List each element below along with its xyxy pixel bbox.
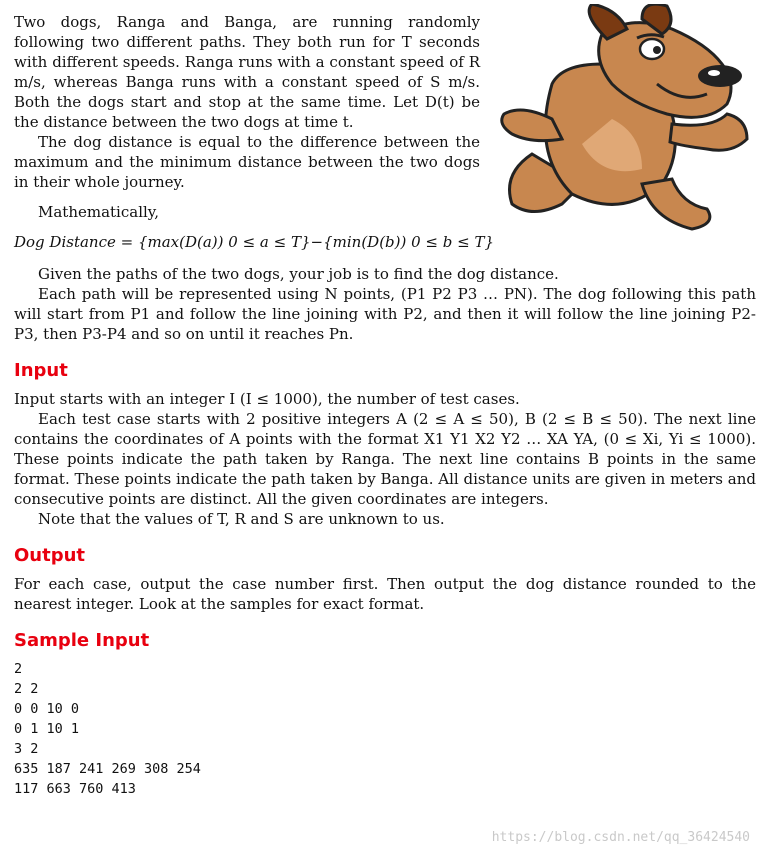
intro-paragraph-3: Mathematically, <box>38 203 160 221</box>
sample-input-block <box>14 659 756 799</box>
dog-distance-equation: Dog Distance = {max(D(a)) 0 ≤ a ≤ T}−{min(D(b)) 0 ≤ b ≤ T} <box>14 233 495 251</box>
blog-watermark: https://blog.csdn.net/qq_36424540 <box>491 830 750 845</box>
sample-line: 2 <box>14 661 23 677</box>
sample-input-heading: Sample Input <box>14 630 150 651</box>
output-paragraph-1: For each case, output the case number first. Then output the dog distance rounded to the nearest integer. Look at the samples for exact format. <box>14 575 756 613</box>
sample-line: 3 2 <box>14 741 39 757</box>
sample-line: 635 187 241 269 308 254 <box>14 761 201 777</box>
intro-paragraph-1: Two dogs, Ranga and Banga, are running randomly following two different paths. They both run for T seconds with different speeds. Ranga runs with a constant speed of R m/s, whereas Banga runs with a constant speed of S m/s. Both the dogs start and stop at the same time. Let D(t) be the distance between the two dogs at time t. <box>14 13 480 131</box>
intro-paragraph-5: Each path will be represented using N points, (P1 P2 P3 … PN). The dog following this path will start from P1 and follow the line joining with P2, and then it will follow the line joining P2-P3, then P3-P4 and so on until it reaches Pn. <box>14 285 756 343</box>
input-paragraph-1: Input starts with an integer I (I ≤ 1000), the number of test cases. <box>14 390 520 408</box>
sample-line: 2 2 <box>14 681 39 697</box>
sample-line: 0 1 10 1 <box>14 721 80 737</box>
sample-line: 0 0 10 0 <box>14 701 80 717</box>
problem-statement <box>14 12 756 799</box>
intro-paragraph-2: The dog distance is equal to the difference between the maximum and the minimum distance between the two dogs in their whole journey. <box>14 133 480 191</box>
input-paragraph-3: Note that the values of T, R and S are unknown to us. <box>38 510 445 528</box>
input-heading: Input <box>14 360 68 381</box>
intro-paragraph-4: Given the paths of the two dogs, your job is to find the dog distance. <box>38 265 559 283</box>
sample-line: 117 663 760 413 <box>14 781 136 797</box>
output-heading: Output <box>14 545 86 566</box>
input-paragraph-2: Each test case starts with 2 positive integers A (2 ≤ A ≤ 50), B (2 ≤ B ≤ 50). The next line contains the coordinates of A points with the format X1 Y1 X2 Y2 … XA YA, (0 ≤ Xi, Yi ≤ 1000). These points indicate the path taken by Ranga. The next line contains B points in the same format. These points indicate the path taken by Banga. All distance units are given in meters and consecutive points are distinct. All the given coordinates are integers. <box>14 410 756 508</box>
